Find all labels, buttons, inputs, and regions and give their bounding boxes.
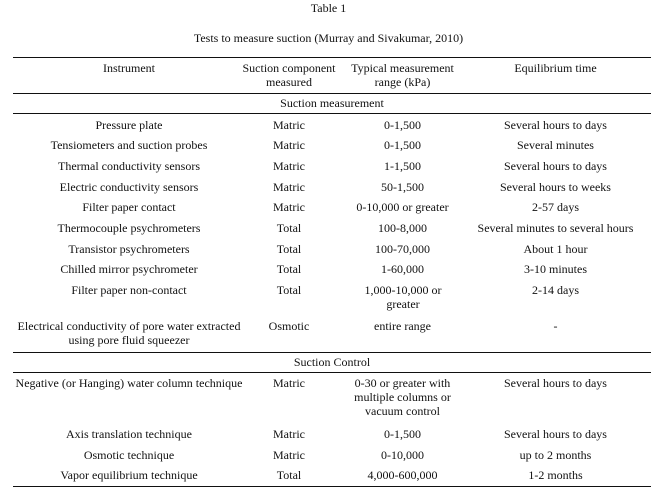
component-cell: Matric [273,159,305,173]
instrument-cell: Negative (or Hanging) water column technique [15,376,243,390]
range-cell: 100-8,000 [378,221,427,235]
instrument-cell: Chilled mirror psychrometer [60,262,198,276]
component-cell: Total [276,262,302,276]
component-cell: Matric [273,138,305,152]
component-cell: Matric [273,180,305,194]
time-cell: 3-10 minutes [524,262,587,276]
time-cell: Several hours to days [504,376,607,390]
component-cell: Matric [273,376,305,390]
instrument-cell: Electrical conductivity of pore water extracted using pore fluid squeezer [17,319,241,347]
range-cell: 0-10,000 or greater [356,200,449,214]
bottom-rule [13,486,651,487]
section-title: Suction measurement [280,96,384,110]
header-suction-component: Suction component measured [242,61,336,89]
time-cell: Several minutes to several hours [477,221,634,235]
section-title: Suction Control [293,355,371,369]
range-cell: 4,000-600,000 [367,468,438,482]
time-cell: - [553,319,558,333]
instrument-cell: Thermal conductivity sensors [58,159,200,173]
time-cell: 1-2 months [528,468,583,482]
range-cell: 50-1,500 [381,180,424,194]
range-cell: 1-60,000 [381,262,424,276]
time-cell: Several hours to days [504,427,607,441]
range-cell: 0-30 or greater with multiple columns or vacuum control [354,376,451,418]
component-cell: Matric [273,118,305,132]
time-cell: 2-57 days [532,200,579,214]
header-rule [13,93,651,94]
instrument-cell: Osmotic technique [83,448,175,462]
header-measurement-range: Typical measurement range (kPa) [351,61,454,89]
section-rule [13,113,651,114]
instrument-cell: Axis translation technique [66,427,192,441]
component-cell: Total [276,221,302,235]
component-cell: Matric [273,448,305,462]
range-cell: 1,000-10,000 or greater [364,283,442,311]
instrument-cell: Pressure plate [95,118,163,132]
instrument-cell: Tensiometers and suction probes [50,138,208,152]
range-cell: 0-1,500 [384,427,421,441]
component-cell: Total [276,242,302,256]
range-cell: 0-1,500 [384,138,421,152]
time-cell: Several hours to days [504,118,607,132]
component-cell: Matric [273,200,305,214]
instrument-cell: Electric conductivity sensors [59,180,199,194]
time-cell: Several hours to days [504,159,607,173]
range-cell: entire range [374,319,431,333]
time-cell: Several minutes [517,138,594,152]
component-cell: Total [276,283,302,297]
table-subtitle: Tests to measure suction (Murray and Sivakumar, 2010) [193,31,464,45]
header-instrument: Instrument [103,61,155,75]
range-cell: 1-1,500 [384,159,421,173]
top-rule [13,57,651,58]
section-rule [13,352,651,353]
instrument-cell: Filter paper contact [82,200,176,214]
component-cell: Matric [273,427,305,441]
range-cell: 0-10,000 [381,448,424,462]
instrument-cell: Filter paper non-contact [71,283,187,297]
instrument-cell: Thermocouple psychrometers [57,221,201,235]
instrument-cell: Vapor equilibrium technique [60,468,198,482]
component-cell: Total [276,468,302,482]
component-cell: Osmotic [268,319,310,333]
time-cell: Several hours to weeks [500,180,611,194]
time-cell: up to 2 months [519,448,592,462]
instrument-cell: Transistor psychrometers [68,242,190,256]
table-title: Table 1 [310,1,347,15]
time-cell: 2-14 days [532,283,579,297]
section-rule [13,372,651,373]
time-cell: About 1 hour [523,242,588,256]
range-cell: 100-70,000 [375,242,430,256]
range-cell: 0-1,500 [384,118,421,132]
header-equilibrium-time: Equilibrium time [514,61,597,75]
